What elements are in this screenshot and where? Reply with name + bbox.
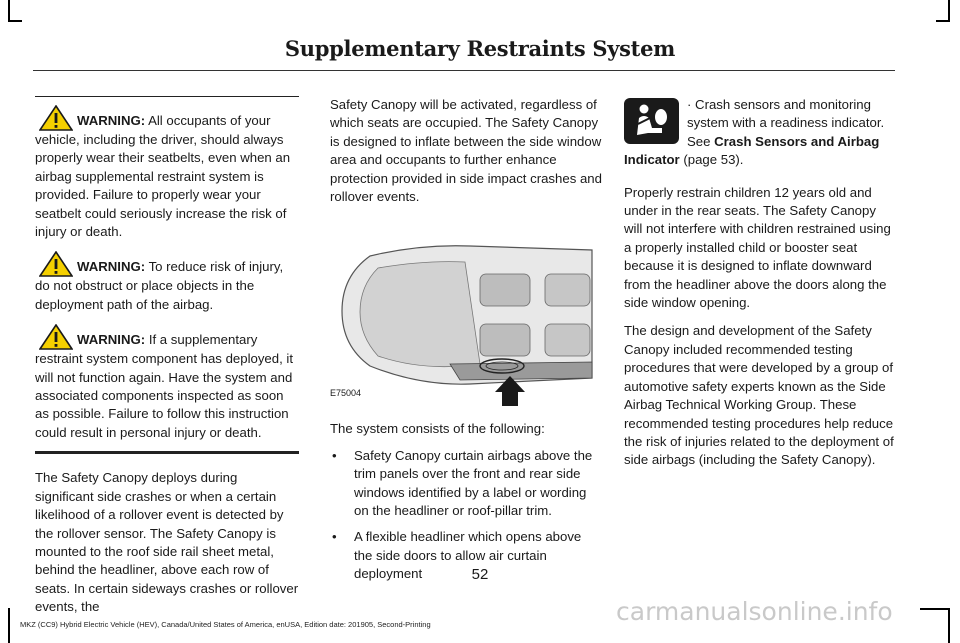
crash-sensors-link[interactable]: Crash Sensors and Airbag Indicator: [624, 133, 880, 168]
warning-3: [35, 324, 299, 442]
crop-mark-bottom-right-h: [920, 608, 950, 610]
warning-box: [35, 96, 299, 454]
list-item-text: A flexible headliner which opens above the side doors to allow air curtain deployment: [354, 529, 582, 582]
warning-triangle-icon: [39, 105, 73, 131]
warning-1-text: All occupants of your vehicle, including the driver, should always properly wear their seatbelts, even when an airbag supplemental restraint system is provided. Failure to properly wear your seatbelt could seriously increase the risk of injury or death.: [35, 113, 291, 240]
list-item: [330, 447, 602, 521]
warning-2-label: WARNING:: [77, 259, 146, 275]
warning-1-label: WARNING:: [77, 113, 146, 128]
header-rule: [33, 70, 895, 71]
warning-triangle-icon: [39, 251, 73, 277]
column-left: [35, 96, 299, 627]
crash-sensors-text: · Crash sensors and monitoring system with a readiness indicator. See: [687, 97, 885, 149]
warning-1: [35, 105, 299, 241]
bullet: •: [332, 529, 337, 545]
list-item-text: Safety Canopy curtain airbags above the trim panels over the front and rear side windows identified by a label or wording on the headliner or roof-pillar trim.: [354, 447, 593, 519]
canopy-activation-paragraph: Safety Canopy will be activated, regardless of which seats are occupied. The Safety Canopy is designed to inflate between the side window area and occupants to further enhance protection provided in side impact crashes and rollover events.: [330, 97, 602, 205]
crash-sensors-paragraph: [624, 96, 896, 170]
airbag-warning-icon: [624, 98, 679, 144]
crop-mark-bottom-right-v: [948, 608, 950, 643]
warning-3-text: If a supplementary restraint system component has deployed, it will not function again. Have the system and associated components inspected as soon as possible. Failure to follow this instruction could result in personal injury or death.: [35, 332, 294, 440]
warning-3-label: WARNING:: [77, 332, 146, 348]
figure-label: E75004: [330, 388, 362, 399]
page-number: 52: [471, 566, 489, 583]
list-intro: The system consists of the following:: [330, 421, 545, 437]
warning-triangle-icon: [39, 324, 73, 350]
safety-canopy-paragraph: The Safety Canopy deploys during significant side crashes or when a certain likelihood of a rollover event is detected by the rollover sensor. The Safety Canopy is mounted to the roof side rail sheet metal, behind the headliner, above each row of seats. In certain sideways crashes or rollover events, the: [35, 470, 299, 615]
crop-mark-bottom-left-v: [8, 608, 10, 643]
crop-mark-top-right-h: [936, 20, 950, 22]
warning-2: [35, 251, 299, 314]
column-middle: [330, 96, 602, 592]
child-restraint-paragraph: Properly restrain children 12 years old and under in the rear seats. The Safety Canopy will not interfere with children restrained using a properly installed child or booster seat because it is designed to inflate downward from the headliner above the doors along the side window opening.: [624, 184, 891, 311]
column-right: [624, 96, 896, 480]
testing-procedures-paragraph: The design and development of the Safety Canopy included recommended testing procedures that were developed by a group of automotive safety experts known as the Side Airbag Technical Working Group. These recommended testing procedures help reduce the risk of injuries related to the deployment of side airbags (including the Safety Canopy).: [624, 323, 894, 468]
safety-canopy-illustration: [330, 216, 600, 406]
watermark: carmanualsonline.info: [616, 597, 893, 626]
bullet: •: [332, 447, 337, 463]
page-title: Supplementary Restraints System: [284, 36, 676, 61]
crop-mark-top-left-h: [8, 20, 22, 22]
footer-edition-info: MKZ (CC9) Hybrid Electric Vehicle (HEV), Canada/United States of America, enUSA, Edition date: 201905, Second-Printing: [20, 620, 431, 629]
system-components-list: [330, 447, 602, 584]
page-reference: (page 53).: [683, 152, 744, 168]
crop-mark-top-left-v: [8, 0, 10, 22]
crop-mark-top-right-v: [948, 0, 950, 22]
car-overhead-drawing: [330, 216, 600, 406]
warning-2-text: To reduce risk of injury, do not obstruct or place objects in the deployment path of the airbag.: [35, 259, 284, 312]
